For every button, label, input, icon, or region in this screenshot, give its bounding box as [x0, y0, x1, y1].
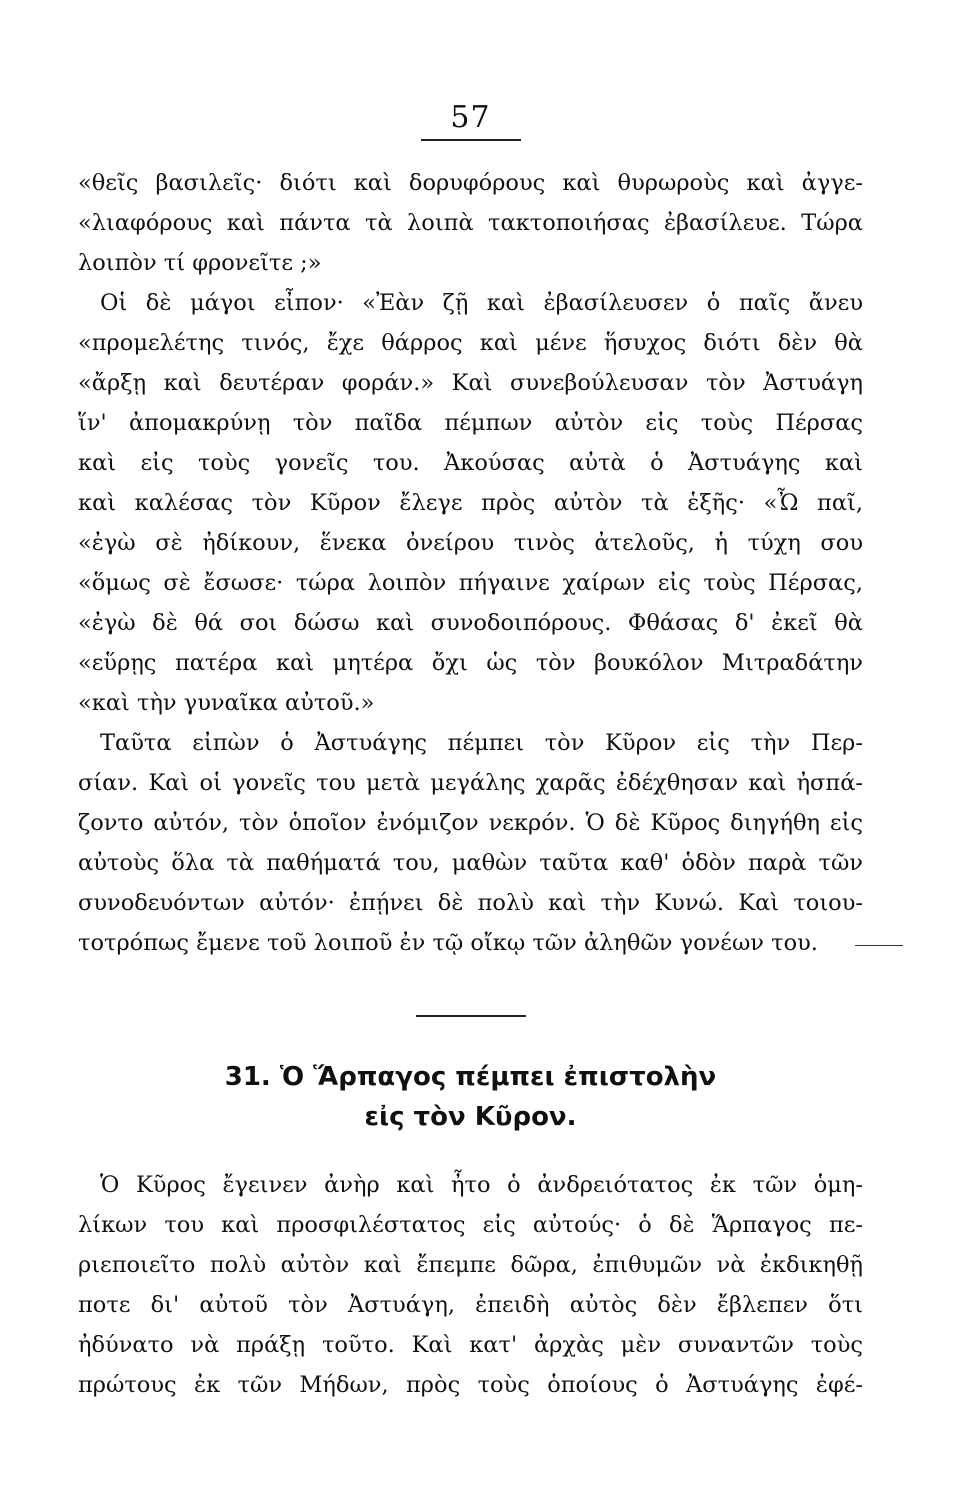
- text-line: τοτρόπως ἔμενε τοῦ λοιποῦ ἐν τῷ οἴκῳ τῶν ἀληθῶν γονέων του.: [78, 930, 818, 956]
- text-line: λίκων του καὶ προσφιλέστατος εἰς αὐτούς· ὁ δὲ Ἅρπαγος πε-: [78, 1212, 863, 1238]
- text-line: «θεῖς βασιλεῖς· διότι καὶ δορυφόρους καὶ θυρωροὺς καὶ ἀγγε-: [78, 170, 863, 196]
- text-line: «ἄρξῃ καὶ δευτέραν φοράν.» Καὶ συνεβούλευσαν τὸν Ἀστυάγη: [78, 370, 863, 396]
- text-line: «εὕρῃς πατέρα καὶ μητέρα ὄχι ὡς τὸν βουκόλον Μιτραδάτην: [78, 650, 863, 676]
- text-line: αὐτοὺς ὅλα τὰ παθήματά του, μαθὼν ταῦτα καθ' ὁδὸν παρὰ τῶν: [78, 850, 863, 876]
- text-line: «καὶ τὴν γυναῖκα αὐτοῦ.»: [78, 690, 375, 716]
- paragraph-2: [78, 283, 863, 723]
- section-heading-line: εἰς τὸν Κῦρον.: [364, 1102, 577, 1132]
- section-heading-line: 31. Ὁ Ἅρπαγος πέμπει ἐπιστολὴν: [224, 1062, 717, 1092]
- text-line: ριεποιεῖτο πολὺ αὐτὸν καὶ ἔπεμπε δῶρα, ἐπιθυμῶν νὰ ἐκδικηθῇ: [78, 1252, 863, 1278]
- margin-mark: [855, 945, 903, 946]
- text-line: «λιαφόρους καὶ πάντα τὰ λοιπὰ τακτοποιήσας ἐβασίλευε. Τώρα: [78, 210, 863, 236]
- paragraph-4: [78, 1165, 863, 1405]
- text-line: ζοντο αὐτόν, τὸν ὁποῖον ἐνόμιζον νεκρόν. Ὁ δὲ Κῦρος διηγήθη εἰς: [78, 810, 863, 836]
- text-line: καὶ εἰς τοὺς γονεῖς του. Ἀκούσας αὐτὰ ὁ Ἀστυάγης καὶ: [78, 450, 863, 476]
- section-heading: [78, 1057, 863, 1137]
- text-line: καὶ καλέσας τὸν Κῦρον ἔλεγε πρὸς αὐτὸν τὰ ἑξῆς· «Ὦ παῖ,: [78, 490, 863, 516]
- text-line: «προμελέτης τινός, ἔχε θάρρος καὶ μένε ἥσυχος διότι δὲν θὰ: [78, 330, 863, 356]
- text-line: συνοδευόντων αὐτόν· ἐπῄνει δὲ πολὺ καὶ τὴν Κυνώ. Καὶ τοιου-: [78, 890, 863, 916]
- page-number-underline: [421, 139, 521, 141]
- text-line: πρώτους ἐκ τῶν Μήδων, πρὸς τοὺς ὁποίους ὁ Ἀστυάγης ἐφέ-: [78, 1372, 863, 1398]
- text-line: λοιπὸν τί φρονεῖτε ;»: [78, 250, 322, 276]
- paragraph-3: [78, 723, 863, 963]
- text-line: «ἐγὼ δὲ θά σοι δώσω καὶ συνοδοιπόρους. Φθάσας δ' ἐκεῖ θὰ: [78, 610, 863, 636]
- text-line: ποτε δι' αὐτοῦ τὸν Ἀστυάγη, ἐπειδὴ αὐτὸς δὲν ἔβλεπεν ὅτι: [78, 1292, 863, 1318]
- text-line: Ταῦτα εἰπὼν ὁ Ἀστυάγης πέμπει τὸν Κῦρον εἰς τὴν Περ-: [100, 730, 863, 756]
- page-number: 57: [450, 100, 491, 135]
- text-line: σίαν. Καὶ οἱ γονεῖς του μετὰ μεγάλης χαρᾶς ἐδέχθησαν καὶ ἠσπά-: [78, 770, 863, 796]
- text-line: «ἐγὼ σὲ ἠδίκουν, ἕνεκα ὀνείρου τινὸς ἀτελοῦς, ἡ τύχη σου: [78, 530, 863, 556]
- text-line: Οἱ δὲ μάγοι εἶπον· «Ἐὰν ζῇ καὶ ἐβασίλευσεν ὁ παῖς ἄνευ: [100, 290, 863, 316]
- section-divider: [416, 1015, 526, 1017]
- text-line: Ὁ Κῦρος ἔγεινεν ἀνὴρ καὶ ἦτο ὁ ἀνδρειότατος ἐκ τῶν ὁμη-: [100, 1172, 863, 1198]
- text-line: «ὅμως σὲ ἔσωσε· τώρα λοιπὸν πήγαινε χαίρων εἰς τοὺς Πέρσας,: [78, 570, 863, 596]
- text-line: ἠδύνατο νὰ πράξῃ τοῦτο. Καὶ κατ' ἀρχὰς μὲν συναντῶν τοὺς: [78, 1332, 863, 1358]
- paragraph-1: [78, 163, 863, 283]
- text-line: ἵν' ἀπομακρύνῃ τὸν παῖδα πέμπων αὐτὸν εἰς τοὺς Πέρσας: [78, 410, 863, 436]
